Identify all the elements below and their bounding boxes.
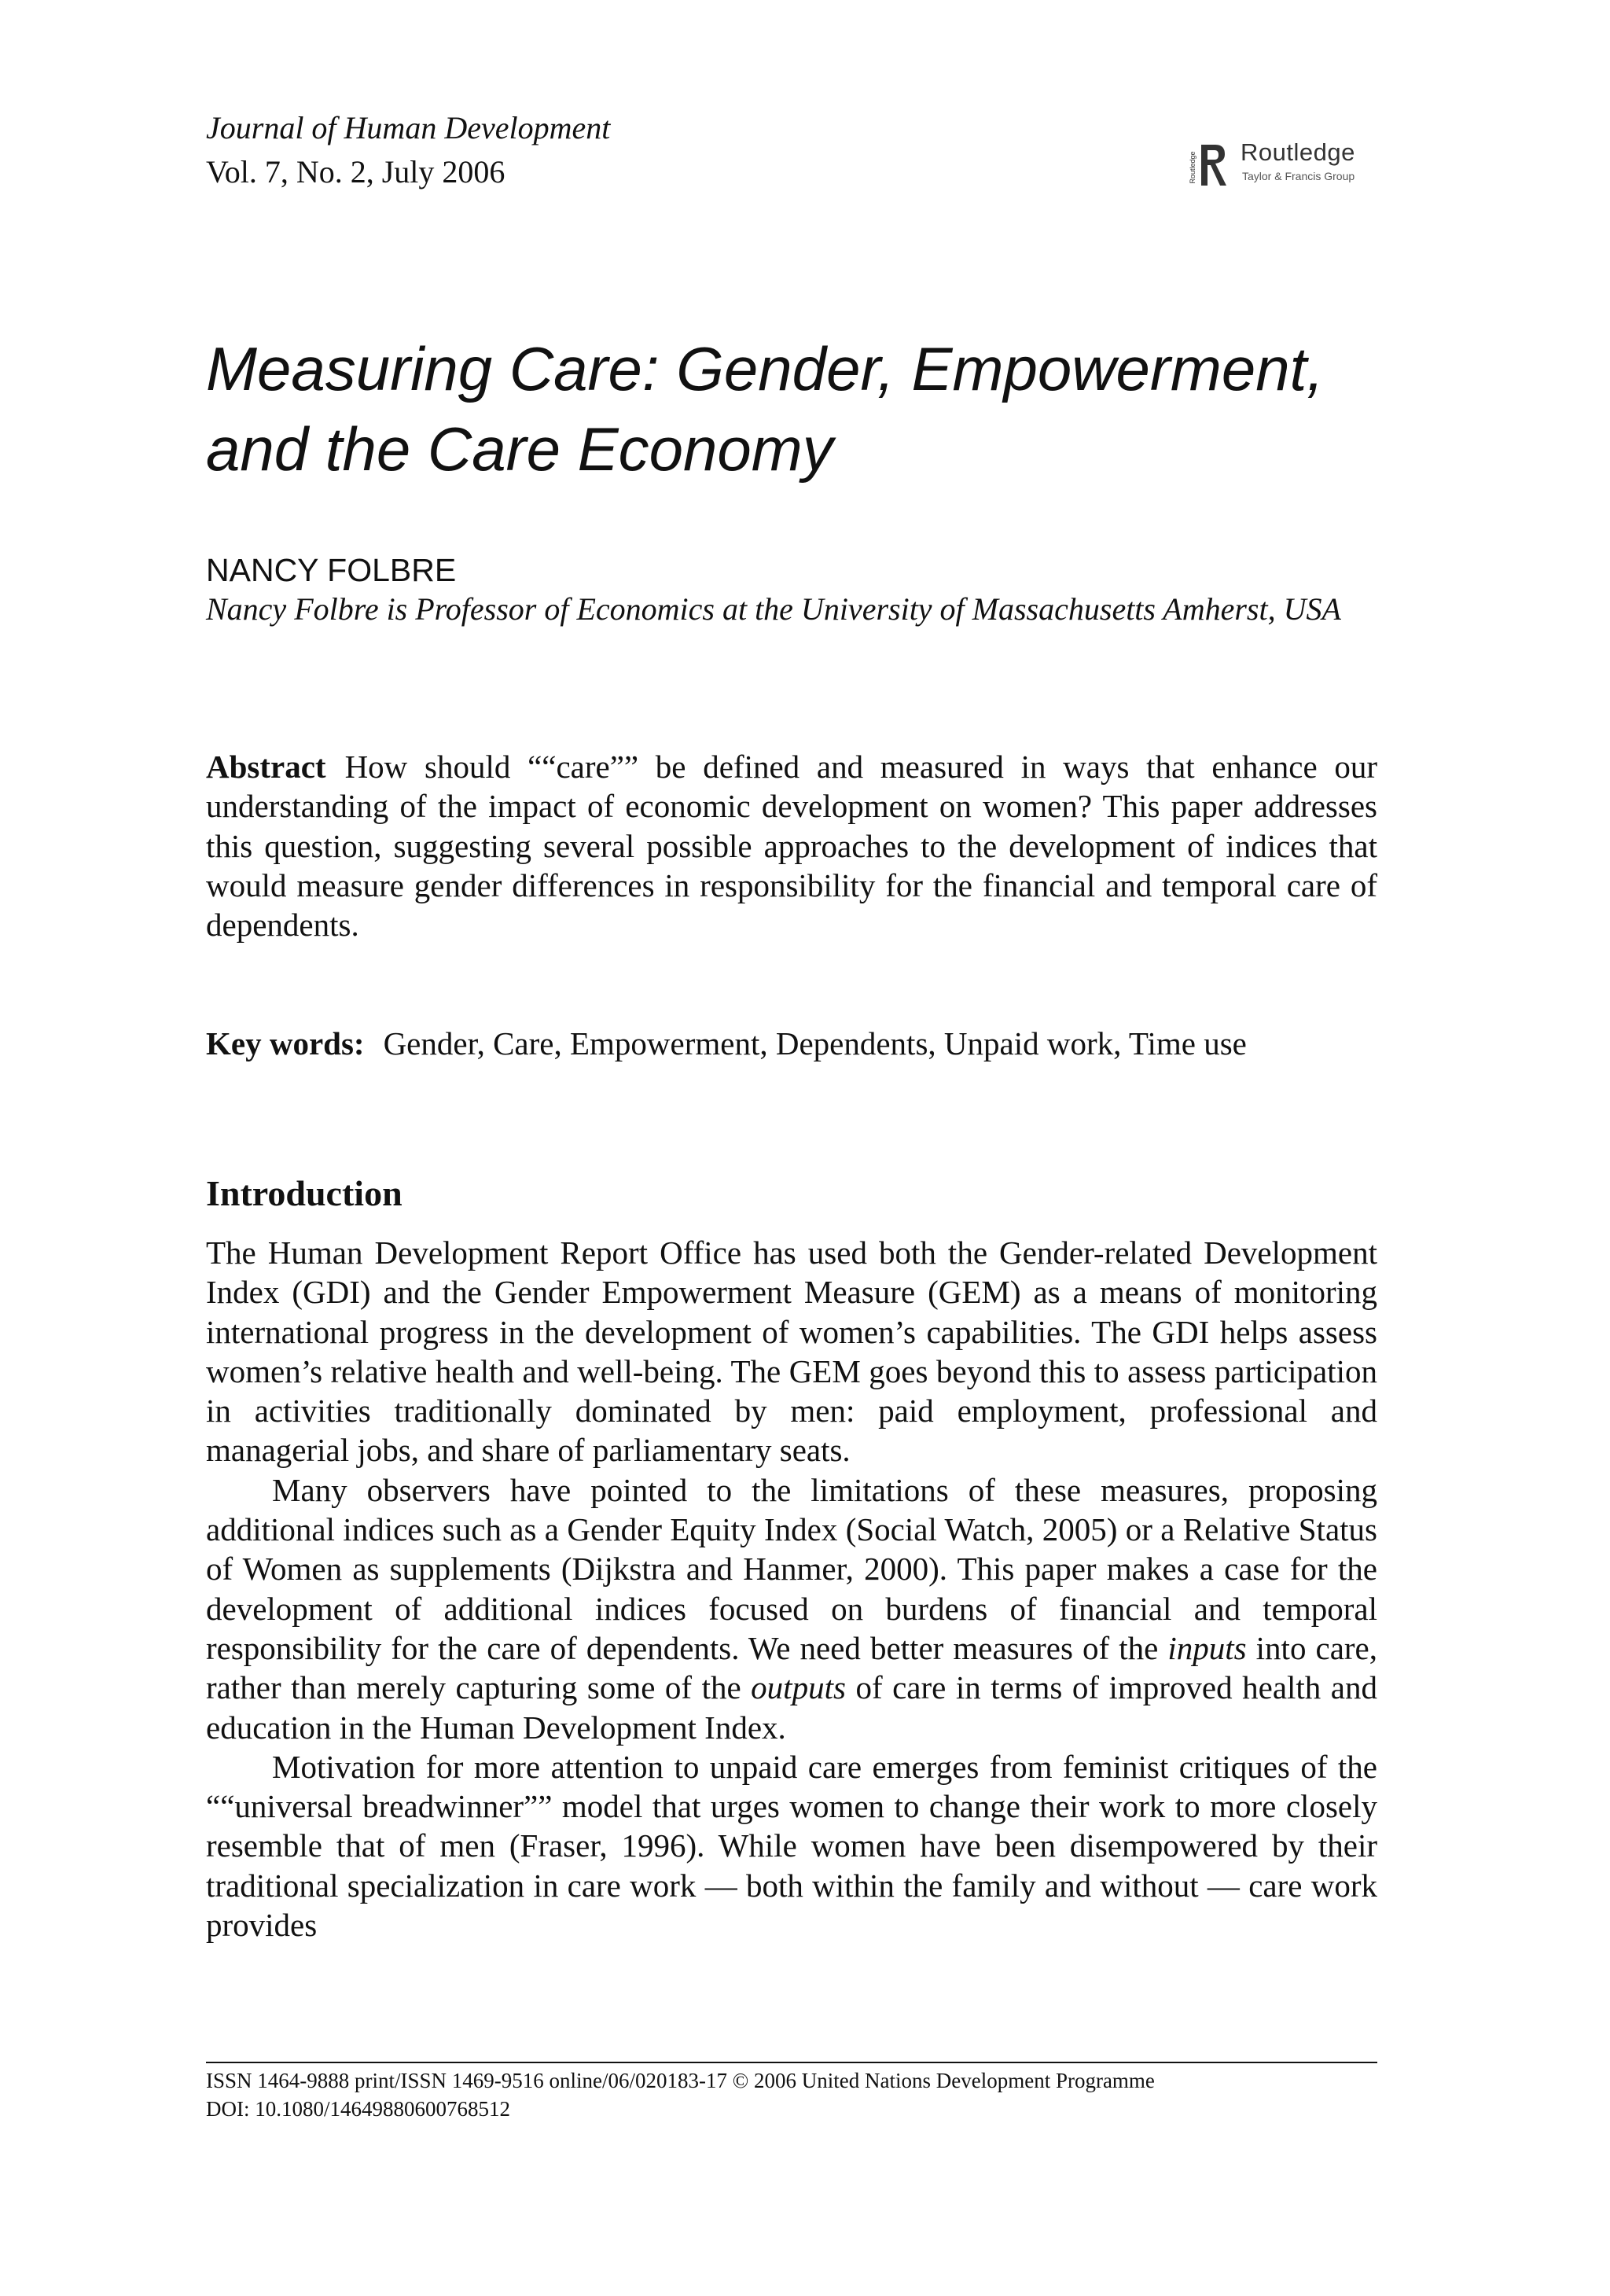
article-title — [206, 329, 1385, 489]
journal-name: Journal of Human Development — [206, 110, 611, 145]
publisher-subtitle: Taylor & Francis Group — [1242, 170, 1355, 182]
abstract — [206, 747, 1377, 944]
intro-p2-part-a: Many observers have pointed to the limitations of these measures, proposing additional indices such as a Gender Equity Index (Social Watch, 2005) or a Relative Status of Women as supplements (Dijkstra and Hanmer, 2000). This paper makes a case for the development of additional indices focused on burdens of financial and temporal responsibility for the care of dependents. We need better measures of the — [206, 1471, 1377, 1666]
emphasis-inputs: inputs — [1167, 1629, 1247, 1666]
intro-paragraph-1: The Human Development Report Office has used both the Gender-related Development Index (GDI) and the Gender Empowerment Measure (GEM) as a means of monitoring international progress in the development of women’s capabilities. The GDI helps assess women’s relative health and well-being. The GEM goes beyond this to assess participation in activities traditionally dominated by men: paid employment, professional and managerial jobs, and share of parliamentary seats. — [206, 1234, 1377, 1469]
logo-vertical-text: Routledge — [1189, 151, 1196, 184]
introduction-body — [206, 1233, 1377, 1945]
section-heading-introduction: Introduction — [206, 1173, 402, 1213]
volume-line: Vol. 7, No. 2, July 2006 — [206, 154, 505, 189]
footer-issn: ISSN 1464-9888 print/ISSN 1469-9516 online/06/020183-17 © 2006 United Nations Development Programme — [206, 2069, 1155, 2092]
journal-header — [206, 106, 610, 194]
footer-doi: DOI: 10.1080/14649880600768512 — [206, 2097, 510, 2121]
intro-paragraph-2 — [206, 1470, 1377, 1747]
intro-paragraph-3: Motivation for more attention to unpaid care emerges from feminist critiques of the ““universal breadwinner”” model that urges women to change their work to more closely resemble that of men (Fraser, 1996). While women have been disempowered by their traditional specialization in care work — both within the family and without — care work provides — [206, 1748, 1377, 1944]
routledge-r-icon — [1189, 138, 1233, 192]
author-affiliation: Nancy Folbre is Professor of Economics at the University of Massachusetts Amherst, USA — [206, 591, 1341, 627]
title-line-2: and the Care Economy — [206, 414, 833, 484]
keywords — [206, 1024, 1377, 1063]
intro-p2-part-b: into care, rather than merely capturing some of the — [206, 1629, 1377, 1706]
abstract-text: How should ““care”” be defined and measured in ways that enhance our understanding of the impact of economic development on women? This paper addresses this question, suggesting several possible approaches to the development of indices that would measure gender differences in responsibility for the financial and temporal care of dependents. — [206, 749, 1377, 944]
emphasis-outputs: outputs — [751, 1669, 846, 1706]
publisher-logo — [1189, 138, 1377, 193]
publisher-name: Routledge — [1241, 138, 1355, 166]
intro-p2-part-c: of care in terms of improved health and education in the Human Development Index. — [206, 1669, 1378, 1746]
keywords-label: Key words: — [206, 1025, 365, 1062]
abstract-label: Abstract — [206, 749, 326, 785]
author-name: NANCY FOLBRE — [206, 552, 457, 588]
keywords-text: Gender, Care, Empowerment, Dependents, Unpaid work, Time use — [383, 1025, 1247, 1062]
footer-rule — [206, 2062, 1377, 2063]
page-footer — [206, 2066, 1377, 2123]
title-line-1: Measuring Care: Gender, Empowerment, — [206, 334, 1324, 403]
